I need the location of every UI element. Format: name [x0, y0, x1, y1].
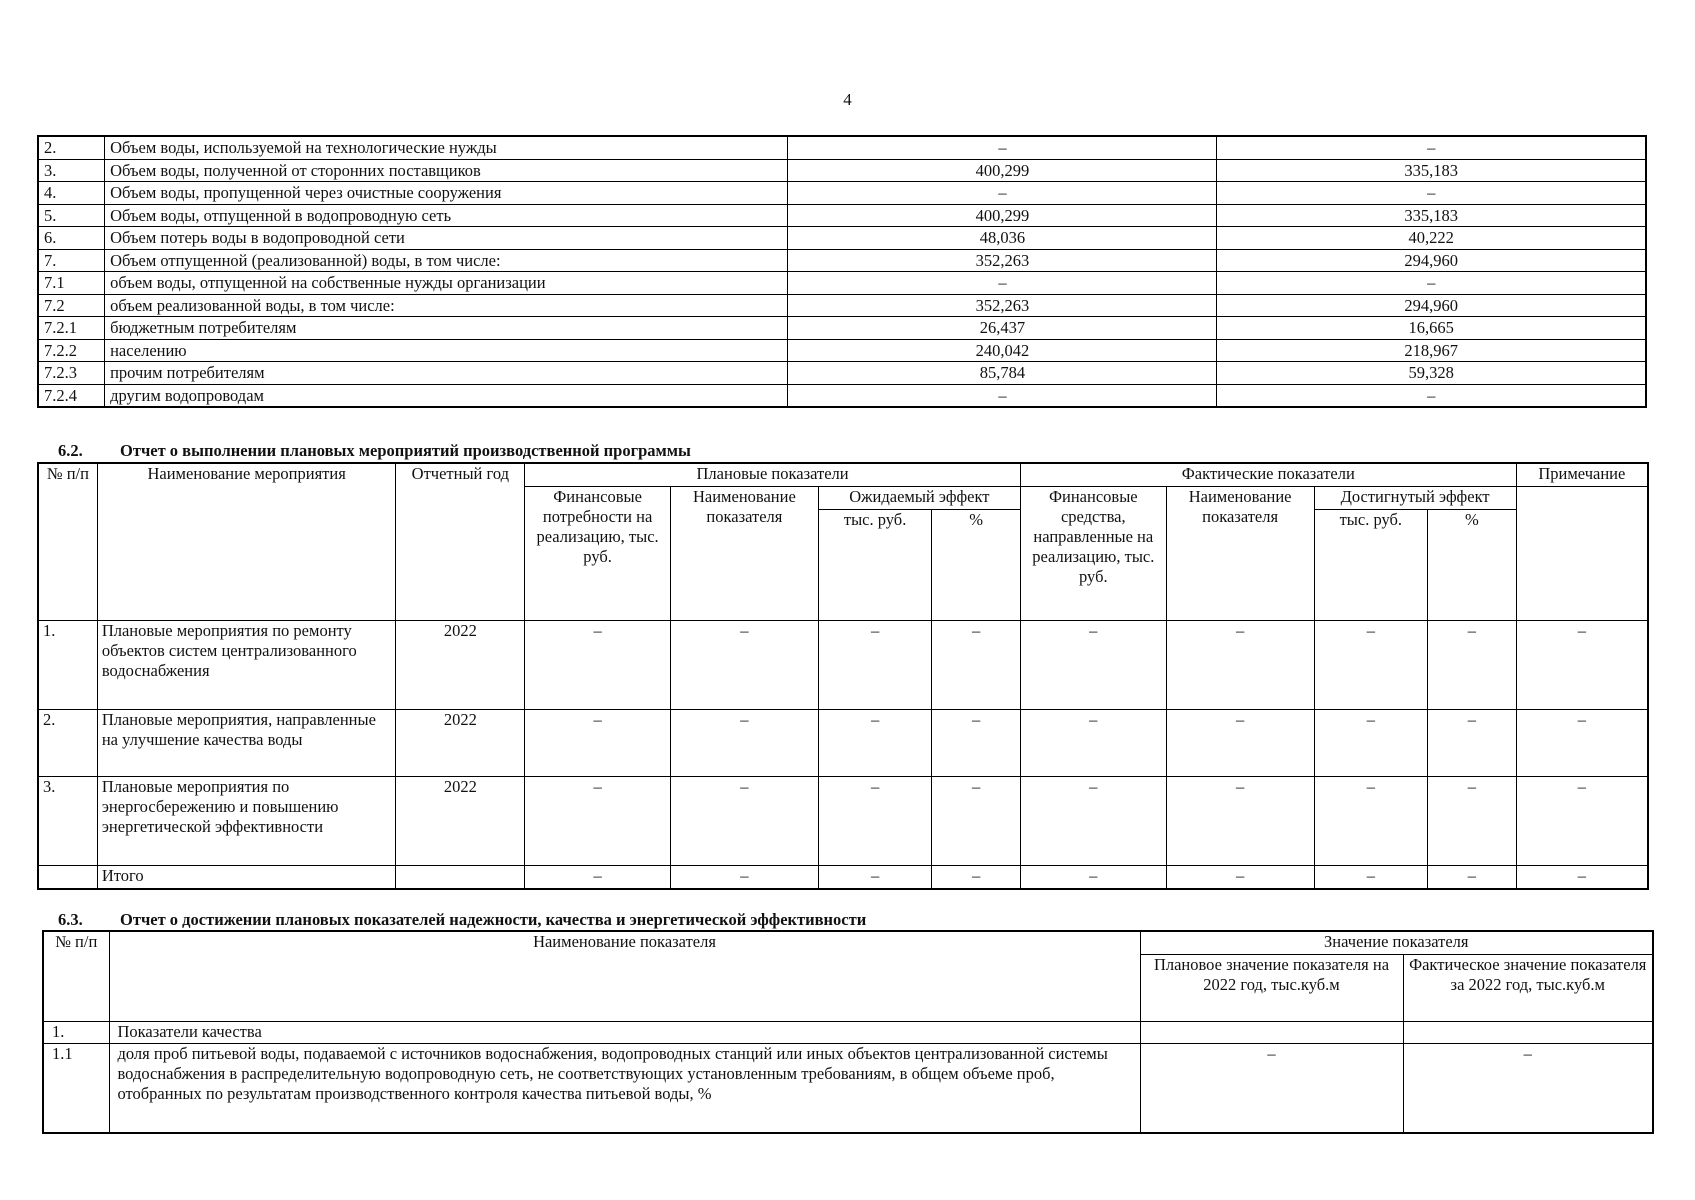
- dash-cell: –: [1020, 866, 1166, 890]
- dash-cell: –: [932, 777, 1020, 866]
- row-value-plan: 85,784: [788, 362, 1217, 385]
- dash-cell: –: [818, 621, 932, 710]
- row-number: 7.: [38, 249, 105, 272]
- water-volume-table: [37, 135, 1647, 408]
- table-row: [38, 777, 1648, 866]
- row-number: 6.: [38, 227, 105, 250]
- row-number: 3.: [38, 159, 105, 182]
- dash-cell: –: [1314, 621, 1428, 710]
- header-name: Наименование показателя: [109, 931, 1140, 1022]
- row-year: 2022: [396, 777, 525, 866]
- row-value-fact: –: [1217, 182, 1646, 205]
- dash-cell: –: [1516, 777, 1648, 866]
- row-number: 3.: [38, 777, 97, 866]
- table-row: [38, 362, 1646, 385]
- section-6-2-heading: [58, 441, 691, 461]
- row-value-fact: 335,183: [1217, 159, 1646, 182]
- row-year: 2022: [396, 710, 525, 777]
- header-note: Примечание: [1516, 463, 1648, 487]
- row-number: 1.1: [43, 1044, 109, 1134]
- header-num: № п/п: [38, 463, 97, 621]
- row-number: 1.: [43, 1022, 109, 1044]
- planned-measures-table: [37, 462, 1649, 890]
- row-number: 7.2: [38, 294, 105, 317]
- indicators-table: [42, 930, 1654, 1134]
- header-fact: Фактическое значение показателя за 2022 год, тыс.куб.м: [1403, 955, 1653, 1022]
- dash-cell: –: [525, 866, 671, 890]
- row-number: 7.2.3: [38, 362, 105, 385]
- table-row: [38, 272, 1646, 295]
- dash-cell: –: [670, 866, 818, 890]
- row-number: 1.: [38, 621, 97, 710]
- dash-cell: –: [1428, 710, 1517, 777]
- dash-cell: –: [1166, 710, 1314, 777]
- row-name: Плановые мероприятия, направленные на улучшение качества воды: [97, 710, 396, 777]
- dash-cell: –: [1428, 866, 1517, 890]
- table-row: [38, 317, 1646, 340]
- row-name: объем воды, отпущенной на собственные нужды организации: [105, 272, 788, 295]
- row-value-fact: 59,328: [1217, 362, 1646, 385]
- row-name: другим водопроводам: [105, 384, 788, 407]
- row-number: 2.: [38, 710, 97, 777]
- row-value-plan: 352,263: [788, 249, 1217, 272]
- header-plan-ind: Наименование показателя: [670, 487, 818, 621]
- dash-cell: –: [1020, 621, 1166, 710]
- table-row: [38, 136, 1646, 159]
- row-value-plan: 352,263: [788, 294, 1217, 317]
- row-number: 5.: [38, 204, 105, 227]
- table-row: [38, 204, 1646, 227]
- header-fact-effect: Достигнутый эффект: [1314, 487, 1516, 510]
- row-number: 2.: [38, 136, 105, 159]
- header-fact-rub: тыс. руб.: [1314, 510, 1428, 621]
- header-value: Значение показателя: [1140, 931, 1653, 955]
- dash-cell: –: [670, 777, 818, 866]
- row-number: 4.: [38, 182, 105, 205]
- header-plan-effect: Ожидаемый эффект: [818, 487, 1020, 510]
- row-name: объем реализованной воды, в том числе:: [105, 294, 788, 317]
- row-value-fact: –: [1217, 136, 1646, 159]
- row-name: прочим потребителям: [105, 362, 788, 385]
- section-title: Отчет о выполнении плановых мероприятий производственной программы: [120, 441, 691, 460]
- table-row: [38, 384, 1646, 407]
- row-value-plan: 48,036: [788, 227, 1217, 250]
- dash-cell: –: [932, 710, 1020, 777]
- table-row: [43, 1044, 1653, 1134]
- total-year-empty: [396, 866, 525, 890]
- row-name: Объем отпущенной (реализованной) воды, в том числе:: [105, 249, 788, 272]
- row-fact: –: [1403, 1044, 1653, 1134]
- header-plan-pct: %: [932, 510, 1020, 621]
- dash-cell: –: [1516, 710, 1648, 777]
- row-value-fact: 16,665: [1217, 317, 1646, 340]
- total-num-empty: [38, 866, 97, 890]
- table-row: [38, 710, 1648, 777]
- row-value-plan: 400,299: [788, 204, 1217, 227]
- row-value-plan: 400,299: [788, 159, 1217, 182]
- row-value-fact: 294,960: [1217, 294, 1646, 317]
- row-name: населению: [105, 339, 788, 362]
- table-row: [38, 339, 1646, 362]
- row-number: 7.2.1: [38, 317, 105, 340]
- dash-cell: –: [1166, 866, 1314, 890]
- row-value-plan: 240,042: [788, 339, 1217, 362]
- dash-cell: –: [670, 621, 818, 710]
- dash-cell: –: [1314, 777, 1428, 866]
- header-name: Наименование мероприятия: [97, 463, 396, 621]
- table-row: [38, 294, 1646, 317]
- row-name: бюджетным потребителям: [105, 317, 788, 340]
- header-planned: Плановые показатели: [525, 463, 1021, 487]
- header-note-empty: [1516, 487, 1648, 621]
- header-fact-pct: %: [1428, 510, 1517, 621]
- header-year: Отчетный год: [396, 463, 525, 621]
- page-number: 4: [843, 90, 852, 109]
- row-value-plan: 26,437: [788, 317, 1217, 340]
- dash-cell: –: [1020, 710, 1166, 777]
- dash-cell: –: [1428, 777, 1517, 866]
- row-name: доля проб питьевой воды, подаваемой с источников водоснабжения, водопроводных станций или иных объектов централизованной системы водоснабжения в распределительную водопроводную сеть, не соответствующих установленным требованиям, в общем объеме проб, отобранных по результатам производственного контроля качества питьевой воды, %: [109, 1044, 1140, 1134]
- row-number: 7.1: [38, 272, 105, 295]
- dash-cell: –: [670, 710, 818, 777]
- row-name: Плановые мероприятия по ремонту объектов систем централизованного водоснабжения: [97, 621, 396, 710]
- dash-cell: –: [818, 777, 932, 866]
- row-value-plan: –: [788, 384, 1217, 407]
- row-name: Плановые мероприятия по энергосбережению и повышению энергетической эффективности: [97, 777, 396, 866]
- dash-cell: –: [1314, 866, 1428, 890]
- table-row: [38, 182, 1646, 205]
- header-plan-fin: Финансовые потребности на реализацию, тыс. руб.: [525, 487, 671, 621]
- header-plan: Плановое значение показателя на 2022 год, тыс.куб.м: [1140, 955, 1403, 1022]
- row-value-fact: –: [1217, 384, 1646, 407]
- dash-cell: –: [525, 621, 671, 710]
- dash-cell: –: [1428, 621, 1517, 710]
- header-actual: Фактические показатели: [1020, 463, 1516, 487]
- section-number: 6.3.: [58, 910, 83, 929]
- row-name: Объем потерь воды в водопроводной сети: [105, 227, 788, 250]
- table-row: [38, 621, 1648, 710]
- row-name: Объем воды, пропущенной через очистные сооружения: [105, 182, 788, 205]
- table-row: [38, 159, 1646, 182]
- dash-cell: –: [1166, 777, 1314, 866]
- row-number: 7.2.4: [38, 384, 105, 407]
- row-value-fact: 335,183: [1217, 204, 1646, 227]
- section-number: 6.2.: [58, 441, 83, 460]
- table-row: [38, 227, 1646, 250]
- row-plan: [1140, 1022, 1403, 1044]
- header-plan-rub: тыс. руб.: [818, 510, 932, 621]
- row-name: Объем воды, отпущенной в водопроводную сеть: [105, 204, 788, 227]
- section-title: Отчет о достижении плановых показателей надежности, качества и энергетической эффективности: [120, 910, 867, 929]
- row-name: Объем воды, используемой на технологические нужды: [105, 136, 788, 159]
- row-number: 7.2.2: [38, 339, 105, 362]
- dash-cell: –: [932, 866, 1020, 890]
- table-row: [43, 1022, 1653, 1044]
- row-value-fact: –: [1217, 272, 1646, 295]
- row-value-fact: 40,222: [1217, 227, 1646, 250]
- row-value-plan: –: [788, 136, 1217, 159]
- row-value-plan: –: [788, 182, 1217, 205]
- table-row: [38, 249, 1646, 272]
- row-value-fact: 294,960: [1217, 249, 1646, 272]
- dash-cell: –: [1314, 710, 1428, 777]
- section-6-3-heading: [58, 910, 866, 930]
- dash-cell: –: [525, 777, 671, 866]
- row-value-plan: –: [788, 272, 1217, 295]
- row-fact: [1403, 1022, 1653, 1044]
- dash-cell: –: [932, 621, 1020, 710]
- total-row: [38, 866, 1648, 890]
- header-fact-fin: Финансовые средства, направленные на реализацию, тыс. руб.: [1020, 487, 1166, 621]
- header-fact-ind: Наименование показателя: [1166, 487, 1314, 621]
- total-label: Итого: [97, 866, 396, 890]
- header-num: № п/п: [43, 931, 109, 1022]
- row-plan: –: [1140, 1044, 1403, 1134]
- row-value-fact: 218,967: [1217, 339, 1646, 362]
- row-name: Показатели качества: [109, 1022, 1140, 1044]
- row-name: Объем воды, полученной от сторонних поставщиков: [105, 159, 788, 182]
- row-year: 2022: [396, 621, 525, 710]
- dash-cell: –: [1516, 866, 1648, 890]
- dash-cell: –: [1020, 777, 1166, 866]
- dash-cell: –: [818, 866, 932, 890]
- dash-cell: –: [525, 710, 671, 777]
- dash-cell: –: [1516, 621, 1648, 710]
- dash-cell: –: [818, 710, 932, 777]
- dash-cell: –: [1166, 621, 1314, 710]
